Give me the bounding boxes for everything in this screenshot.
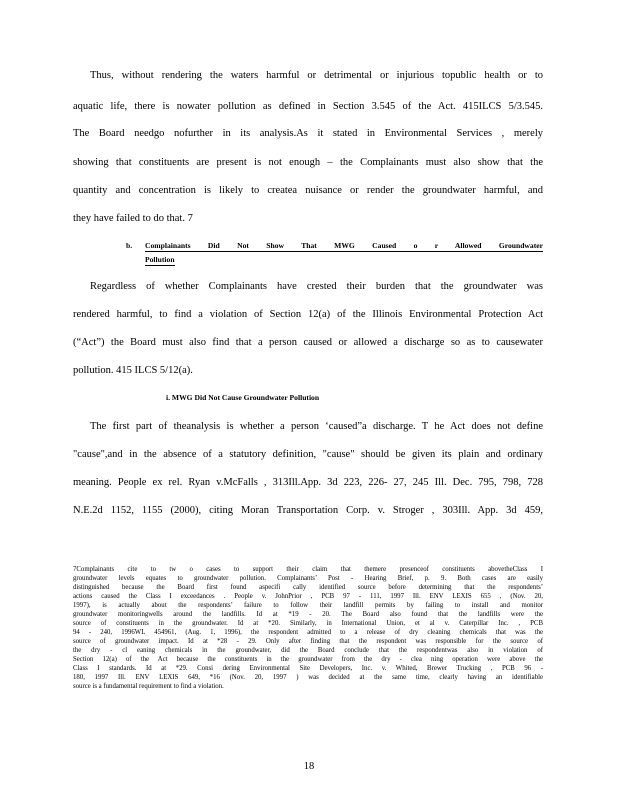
heading-b-title: Complainants Did Not Show That MWG Caused o r Allowed Groundwater	[145, 241, 543, 250]
body-line: rendered harmful, to find a violation of Section 12(a) of the Illinois Environmental Protection Act	[73, 309, 543, 320]
footnote-line: actions caused the Class I exceedances . People v. JohnPrior , PCB 97 - 111, 1997 Ill. ENV LEXIS 655 , (Nov. 20,	[73, 593, 543, 600]
footnote-line: 180, 1997 Ill. ENV LEXIS 649, *16 (Nov. 20, 1997 ) was decided at the same time, clearly having an identifiable	[73, 674, 543, 681]
footnote-line: source of constituents in the groundwater. Id at *20. Similarly, in International Union, et al v. Caterpillar Inc. , PCB	[73, 620, 543, 627]
body-line: The Board needgo nofurther in its analysis.As it stated in Environmental Services , merely	[73, 128, 543, 139]
body-line: "cause",and in the absence of a statutory definition, "cause" should be given its plain and ordinary	[73, 449, 543, 460]
footnote-line: Class I standards. Id at *29. Consi dering Environmental Site Developers, Inc. v. Whited, Brewer Trucking , PCB 96 -	[73, 665, 543, 672]
footnote-line: the dry - cl eaning chemicals in the groundwater, did the Board conclude that the respondentwas also in violation of	[73, 647, 543, 654]
footnote-line: source of groundwater impact. Id at *28 - 29. Only after finding that the respondent was responsible for the source of	[73, 638, 543, 645]
body-line: meaning. People ex rel. Ryan v.McFalls , 313Ill.App. 3d 223, 226- 27, 245 Ill. Dec. 795, 798, 728	[73, 477, 543, 488]
heading-b-title-cont: Pollution	[145, 255, 175, 264]
footnote-line: 94 - 240, 1996WL 454961, (Aug. 1, 1996), the respondent admitted to a release of dry cleaning chemicals that was the	[73, 629, 543, 636]
body-line: aquatic life, there is nowater pollution as defined in Section 3.545 of the Act. 415ILCS 5/3.545.	[73, 101, 543, 112]
body-line: (“Act”) the Board must also find that a person caused or allowed a discharge so as to causewater	[73, 337, 543, 348]
heading-b-marker: b.	[126, 241, 133, 250]
heading-i-title: i. MWG Did Not Cause Groundwater Pollution	[166, 393, 320, 402]
footnote-line: groundwater monitoringwells around the landfills. Id at *19 - 20. The Board also found that the landfills were the	[73, 611, 543, 618]
body-line: Thus, without rendering the waters harmful or detrimental or injurious topublic health or to	[90, 70, 543, 81]
body-line: they have failed to do that. 7	[73, 213, 193, 224]
page-number: 18	[303, 761, 315, 772]
body-line: Regardless of whether Complainants have crested their burden that the groundwater was	[90, 281, 543, 292]
body-line: pollution. 415 ILCS 5/12(a).	[73, 365, 193, 376]
body-line: showing that constituents are present is not enough – the Complainants must also show that the	[73, 157, 543, 168]
body-line: quantity and concentration is likely to createa nuisance or render the groundwater harmful, and	[73, 185, 543, 196]
footnote-line: 1997), is actually about the respondents’ failure to follow their landfill permits by failing to install and monitor	[73, 602, 543, 609]
body-line: The first part of theanalysis is whether a person ‘caused”a discharge. T he Act does not define	[90, 421, 543, 432]
body-line: N.E.2d 1152, 1155 (2000), citing Moran Transportation Corp. v. Stroger , 303Ill. App. 3d 459,	[73, 505, 543, 516]
footnote-line: groundwater levels equates to groundwater pollution. Complainants’ Post - Hearing Brief, p. 9. Both cases are easily	[73, 575, 543, 582]
footnote-line: 7Complainants cite to tw o cases to support their claim that themere presenceof constituents abovetheClass I	[73, 566, 543, 573]
footnote-line: distinguished because the Board first found aspecifi cally identified source before determining that the respondents’	[73, 584, 543, 591]
footnote-line: source is a fundamental requirement to find a violation.	[73, 683, 224, 690]
footnote-line: Section 12(a) of the Act because the constituents in the groundwater from the dry - clea ning operation were above the	[73, 656, 543, 663]
